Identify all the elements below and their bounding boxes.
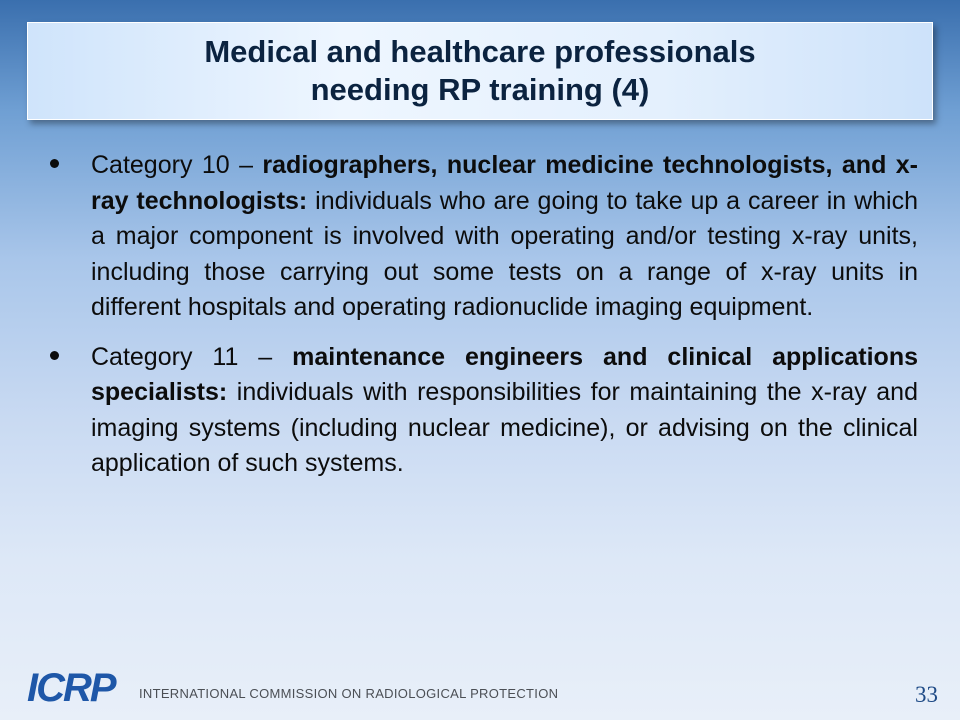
bullet-dot-icon	[50, 159, 59, 168]
bullet-description: individuals who are going to take up a career in which a major component is involved with operating and/or testing x-ray units, including those carrying out some tests on a range of x-ray units in different hospitals and operating radionuclide imaging equipment.	[91, 186, 918, 321]
slide-title-line-1: Medical and healthcare professionals	[204, 34, 756, 69]
icrp-logo	[27, 666, 115, 710]
bullet-list	[42, 148, 918, 496]
bullet-lead: Category 10 –	[91, 151, 263, 179]
bullet-item-category-10	[42, 148, 918, 326]
slide-title-box	[27, 22, 933, 120]
bullet-item-category-11	[42, 340, 918, 482]
organization-name: INTERNATIONAL COMMISSION ON RADIOLOGICAL PROTECTION	[139, 686, 559, 701]
bullet-bold-term: maintenance engineers and clinical applications specialists:	[91, 342, 918, 406]
slide-footer	[0, 664, 960, 720]
bullet-text	[91, 148, 918, 326]
page-number: 33	[915, 682, 938, 707]
bullet-bold-term: radiographers, nuclear medicine technologists, and x-ray technologists:	[91, 151, 918, 215]
bullet-description: individuals with responsibilities for maintaining the x-ray and imaging systems (including nuclear medicine), or advising on the clinical application of such systems.	[91, 378, 918, 477]
icrp-logo-text: ICRP	[27, 666, 115, 710]
bullet-text	[91, 340, 918, 482]
slide-title-line-2: needing RP training (4)	[310, 72, 650, 107]
bullet-dot-icon	[50, 351, 59, 360]
bullet-lead: Category 11 –	[91, 342, 293, 371]
